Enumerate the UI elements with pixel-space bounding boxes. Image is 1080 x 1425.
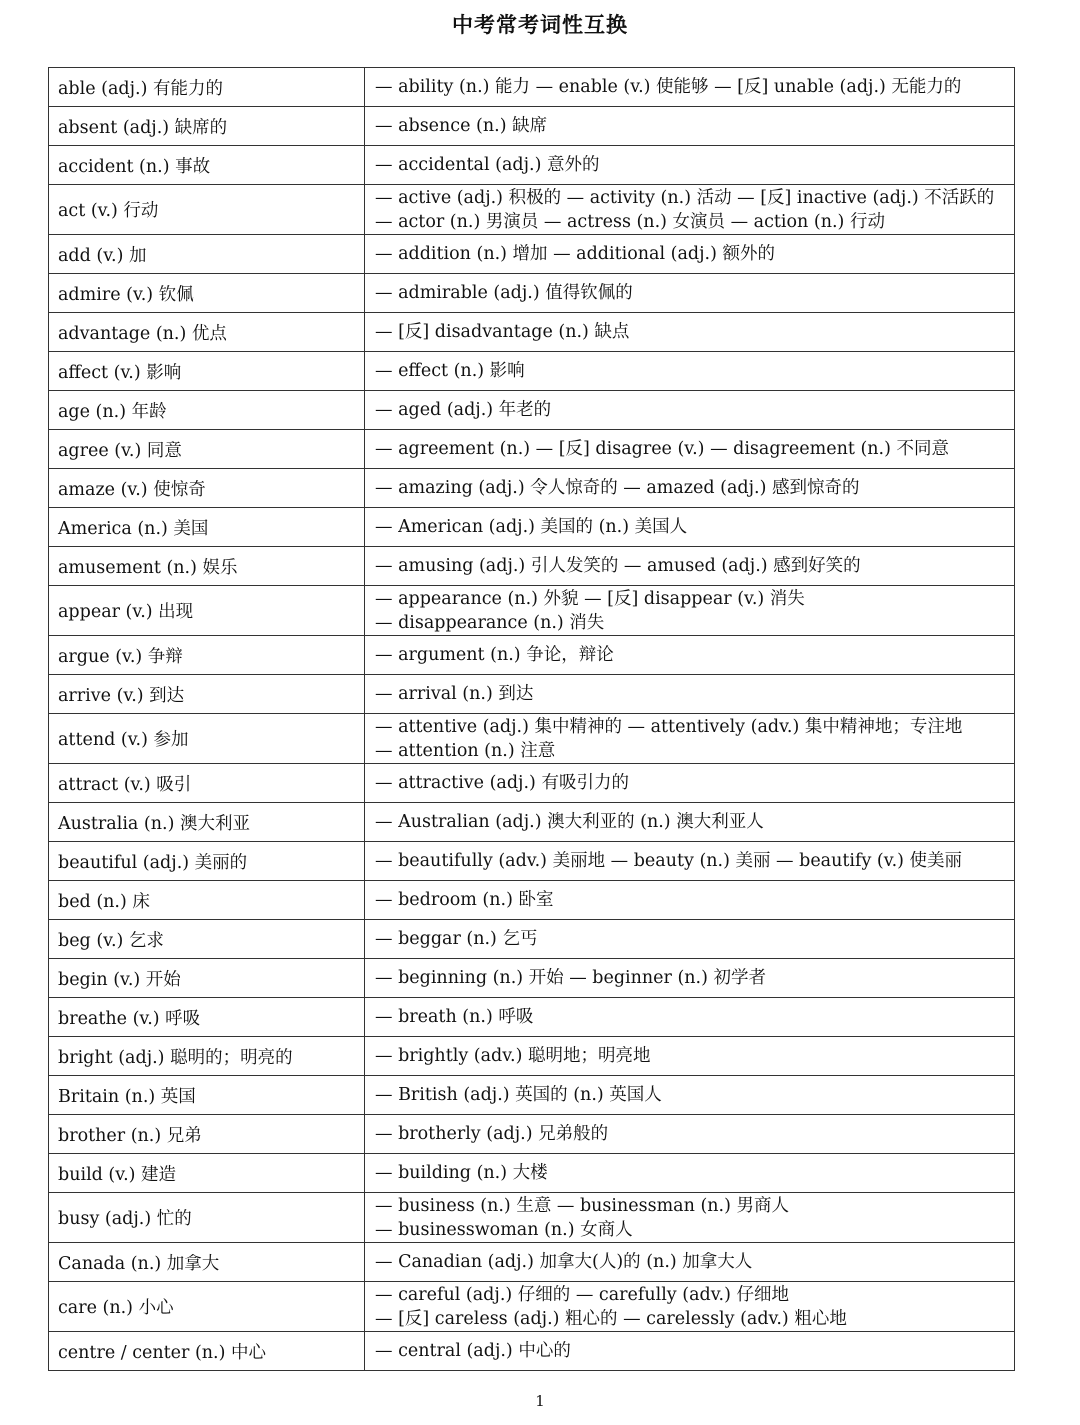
base-word-cell: bright (adj.) 聪明的；明亮的 <box>49 1037 365 1076</box>
base-word-cell: absent (adj.) 缺席的 <box>49 107 365 146</box>
table-row <box>49 1037 1015 1076</box>
derived-forms-cell <box>365 391 1015 430</box>
derived-forms-line: — attractive (adj.) 有吸引力的 <box>375 773 629 793</box>
derived-forms-line: — amazing (adj.) 令人惊奇的 — amazed (adj.) 感到惊奇的 <box>375 478 860 498</box>
base-word-cell: brother (n.) 兄弟 <box>49 1115 365 1154</box>
table-row <box>49 547 1015 586</box>
derived-forms-cell <box>365 920 1015 959</box>
derived-forms-line: — bedroom (n.) 卧室 <box>375 890 554 910</box>
derived-forms-cell <box>365 714 1015 764</box>
table-row <box>49 274 1015 313</box>
table-row <box>49 842 1015 881</box>
derived-forms-line: — attentive (adj.) 集中精神的 — attentively (adv.) 集中精神地；专注地 <box>375 716 963 737</box>
derived-forms-line: — British (adj.) 英国的 (n.) 英国人 <box>375 1085 662 1105</box>
derived-forms-line: — arrival (n.) 到达 <box>375 684 534 704</box>
derived-forms-line: — brotherly (adj.) 兄弟般的 <box>375 1124 609 1144</box>
page-title: 中考常考词性互换 <box>452 13 628 37</box>
table-row <box>49 391 1015 430</box>
table-row <box>49 803 1015 842</box>
table-row <box>49 1076 1015 1115</box>
base-word-cell: act (v.) 行动 <box>49 185 365 235</box>
table-row <box>49 920 1015 959</box>
table-row <box>49 1115 1015 1154</box>
derived-forms-cell <box>365 469 1015 508</box>
base-word-cell: Britain (n.) 英国 <box>49 1076 365 1115</box>
base-word-cell: beg (v.) 乞求 <box>49 920 365 959</box>
derived-forms-cell <box>365 146 1015 185</box>
derived-forms-cell <box>365 881 1015 920</box>
derived-forms-line: — central (adj.) 中心的 <box>375 1341 571 1361</box>
table-row <box>49 352 1015 391</box>
base-word-cell: busy (adj.) 忙的 <box>49 1193 365 1243</box>
derived-forms-cell <box>365 842 1015 881</box>
derived-forms-cell <box>365 430 1015 469</box>
table-row <box>49 313 1015 352</box>
derived-forms-cell <box>365 675 1015 714</box>
table-row <box>49 1282 1015 1332</box>
base-word-cell: begin (v.) 开始 <box>49 959 365 998</box>
derived-forms-line: — business (n.) 生意 — businessman (n.) 男商人 <box>375 1195 789 1216</box>
base-word-cell: argue (v.) 争辩 <box>49 636 365 675</box>
base-word-cell: advantage (n.) 优点 <box>49 313 365 352</box>
derived-forms-line: — businesswoman (n.) 女商人 <box>375 1219 633 1240</box>
table-row <box>49 1332 1015 1371</box>
table-row <box>49 714 1015 764</box>
derived-forms-line: — absence (n.) 缺席 <box>375 116 548 136</box>
derived-forms-line: — breath (n.) 呼吸 <box>375 1007 534 1027</box>
base-word-cell: amusement (n.) 娱乐 <box>49 547 365 586</box>
derived-forms-cell <box>365 1332 1015 1371</box>
base-word-cell: America (n.) 美国 <box>49 508 365 547</box>
derived-forms-cell <box>365 235 1015 274</box>
base-word-cell: appear (v.) 出现 <box>49 586 365 636</box>
base-word-cell: attend (v.) 参加 <box>49 714 365 764</box>
vocab-table <box>48 67 1015 1371</box>
base-word-cell: amaze (v.) 使惊奇 <box>49 469 365 508</box>
base-word-cell: add (v.) 加 <box>49 235 365 274</box>
derived-forms-cell <box>365 547 1015 586</box>
table-row <box>49 107 1015 146</box>
base-word-cell: build (v.) 建造 <box>49 1154 365 1193</box>
derived-forms-line: — admirable (adj.) 值得钦佩的 <box>375 283 633 303</box>
derived-forms-cell <box>365 636 1015 675</box>
derived-forms-line: — active (adj.) 积极的 — activity (n.) 活动 — [反] inactive (adj.) 不活跃的 <box>375 187 995 208</box>
page-number: 1 <box>535 1392 545 1410</box>
derived-forms-cell <box>365 586 1015 636</box>
derived-forms-cell <box>365 1193 1015 1243</box>
base-word-cell: age (n.) 年龄 <box>49 391 365 430</box>
base-word-cell: agree (v.) 同意 <box>49 430 365 469</box>
derived-forms-line: — beggar (n.) 乞丐 <box>375 929 538 949</box>
derived-forms-line: — beginning (n.) 开始 — beginner (n.) 初学者 <box>375 968 767 988</box>
table-row <box>49 68 1015 107</box>
derived-forms-line: — [反] disadvantage (n.) 缺点 <box>375 322 630 342</box>
base-word-cell: care (n.) 小心 <box>49 1282 365 1332</box>
derived-forms-line: — addition (n.) 增加 — additional (adj.) 额外的 <box>375 244 775 264</box>
table-row <box>49 1193 1015 1243</box>
derived-forms-cell <box>365 1076 1015 1115</box>
derived-forms-cell <box>365 68 1015 107</box>
derived-forms-line: — building (n.) 大楼 <box>375 1163 548 1183</box>
derived-forms-cell <box>365 185 1015 235</box>
base-word-cell: beautiful (adj.) 美丽的 <box>49 842 365 881</box>
table-row <box>49 1154 1015 1193</box>
table-row <box>49 430 1015 469</box>
derived-forms-line: — actor (n.) 男演员 — actress (n.) 女演员 — action (n.) 行动 <box>375 211 885 232</box>
derived-forms-cell <box>365 274 1015 313</box>
derived-forms-line: — Canadian (adj.) 加拿大(人)的 (n.) 加拿大人 <box>375 1252 753 1272</box>
base-word-cell: Australia (n.) 澳大利亚 <box>49 803 365 842</box>
derived-forms-line: — ability (n.) 能力 — enable (v.) 使能够 — [反] unable (adj.) 无能力的 <box>375 77 962 97</box>
table-row <box>49 636 1015 675</box>
derived-forms-cell <box>365 1154 1015 1193</box>
derived-forms-line: — Australian (adj.) 澳大利亚的 (n.) 澳大利亚人 <box>375 812 764 832</box>
table-row <box>49 959 1015 998</box>
derived-forms-line: — effect (n.) 影响 <box>375 361 525 381</box>
derived-forms-line: — accidental (adj.) 意外的 <box>375 155 600 175</box>
derived-forms-line: — amusing (adj.) 引人发笑的 — amused (adj.) 感到好笑的 <box>375 556 861 576</box>
base-word-cell: attract (v.) 吸引 <box>49 764 365 803</box>
base-word-cell: centre / center (n.) 中心 <box>49 1332 365 1371</box>
derived-forms-cell <box>365 803 1015 842</box>
base-word-cell: able (adj.) 有能力的 <box>49 68 365 107</box>
table-row <box>49 1243 1015 1282</box>
table-row <box>49 764 1015 803</box>
base-word-cell: accident (n.) 事故 <box>49 146 365 185</box>
table-row <box>49 146 1015 185</box>
derived-forms-cell <box>365 352 1015 391</box>
derived-forms-line: — attention (n.) 注意 <box>375 740 556 761</box>
derived-forms-line: — argument (n.) 争论，辩论 <box>375 645 614 665</box>
base-word-cell: admire (v.) 钦佩 <box>49 274 365 313</box>
base-word-cell: bed (n.) 床 <box>49 881 365 920</box>
derived-forms-line: — appearance (n.) 外貌 — [反] disappear (v.) 消失 <box>375 588 805 609</box>
table-row <box>49 235 1015 274</box>
derived-forms-line: — aged (adj.) 年老的 <box>375 400 552 420</box>
derived-forms-cell <box>365 1115 1015 1154</box>
base-word-cell: arrive (v.) 到达 <box>49 675 365 714</box>
derived-forms-cell <box>365 1037 1015 1076</box>
derived-forms-cell <box>365 959 1015 998</box>
table-row <box>49 508 1015 547</box>
derived-forms-cell <box>365 107 1015 146</box>
table-row <box>49 881 1015 920</box>
derived-forms-line: — careful (adj.) 仔细的 — carefully (adv.) 仔细地 <box>375 1284 789 1305</box>
table-row <box>49 675 1015 714</box>
derived-forms-cell <box>365 1243 1015 1282</box>
table-row <box>49 998 1015 1037</box>
base-word-cell: Canada (n.) 加拿大 <box>49 1243 365 1282</box>
derived-forms-line: — beautifully (adv.) 美丽地 — beauty (n.) 美丽 — beautify (v.) 使美丽 <box>375 851 963 871</box>
base-word-cell: breathe (v.) 呼吸 <box>49 998 365 1037</box>
derived-forms-line: — disappearance (n.) 消失 <box>375 612 605 633</box>
derived-forms-cell <box>365 508 1015 547</box>
derived-forms-line: — [反] careless (adj.) 粗心的 — carelessly (adv.) 粗心地 <box>375 1308 847 1329</box>
table-row <box>49 586 1015 636</box>
derived-forms-line: — American (adj.) 美国的 (n.) 美国人 <box>375 517 688 537</box>
table-row <box>49 469 1015 508</box>
derived-forms-cell <box>365 313 1015 352</box>
derived-forms-line: — brightly (adv.) 聪明地；明亮地 <box>375 1046 651 1066</box>
derived-forms-line: — agreement (n.) — [反] disagree (v.) — disagreement (n.) 不同意 <box>375 439 949 459</box>
table-row <box>49 185 1015 235</box>
derived-forms-cell <box>365 998 1015 1037</box>
derived-forms-cell <box>365 764 1015 803</box>
base-word-cell: affect (v.) 影响 <box>49 352 365 391</box>
derived-forms-cell <box>365 1282 1015 1332</box>
